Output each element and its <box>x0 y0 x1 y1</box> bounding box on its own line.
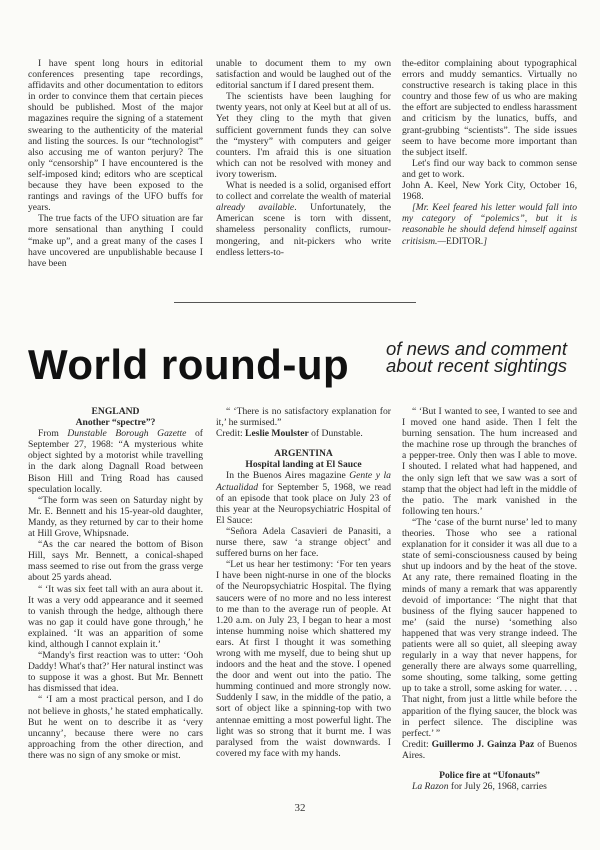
letter-column-2 <box>216 58 391 258</box>
text-run: for July 26, 1968, carries <box>448 781 547 793</box>
credit-label: Credit: <box>402 738 432 750</box>
text-run: . Unfortunately, the American scene is torn with dissent, shameless personality conflicts, rumour-mongering, and nit-pickers who write endless letters-to- <box>216 202 391 258</box>
story-paragraph: “ ‘It was six feet tall with an aura about it. It was a very odd appearance and it seemed to vanish through the hedge, although there was no gap it could have gone through,’ he explained. ‘It was an apparition of some kind, although I cannot explain it.’ <box>28 583 203 650</box>
story-paragraph <box>216 470 391 525</box>
text-run: of Buenos Aires. <box>402 738 577 761</box>
text-run: From <box>38 428 68 440</box>
editor-note-close: .] <box>480 235 488 247</box>
section-divider <box>174 302 416 303</box>
text-run: of Dunstable. <box>308 428 363 440</box>
letter-signature: John A. Keel, New York City, October 16, 1968. <box>402 180 577 203</box>
subtitle-line: of news and comment <box>386 338 567 359</box>
country-heading: ARGENTINA <box>274 448 333 460</box>
story-paragraph: “Señora Adela Casavieri de Panasiti, a nurse there, saw ‘a strange object’ and suffered burns on her face. <box>216 525 391 560</box>
page-number: 32 <box>294 802 306 814</box>
credit-name: Leslie Moulster <box>245 428 309 440</box>
story-title: Hospital landing at El Sauce <box>245 459 362 471</box>
story-paragraph: “ ‘I am a most practical person, and I do not believe in ghosts,’ he stated emphatically. But he went on to describe it as ‘very uncanny’, because there were no cars approaching from the other direction, and there was no sign of any smoke or mist. <box>28 694 203 761</box>
emphasis-text: already available <box>216 202 295 214</box>
roundup-column-1 <box>28 406 203 761</box>
story-credit <box>216 428 391 439</box>
text-run: for September 5, 1968, we read of an episode that took place on July 23 of this year at the Neuropsychiatric Hospital of El Sauce: <box>216 481 391 526</box>
credit-name: Guillermo J. Gainza Paz <box>431 738 535 750</box>
story-paragraph: “The ‘case of the burnt nurse’ led to many theories. Those who see a rational explanation for it consider it was all due to a state of semi-consciousness caused by being shut up indoors and by the heat of the stove. At any rate, there remained floating in the minds of many a remark that was apparently devoid of importance: ‘The night that that business of the flying saucer happened to me’ (said the nurse) ‘something also happened that was very strange indeed. The patients were all so quiet, all sleeping away regularly in a way that never happens, for generally there are always some quarrelling, some shouting, some talking, some getting up to take a stroll, some asking for water. . . . That night, from just a little while before the apparition of the flying saucer, the block was in perfect silence. The discipline was perfect.’ ” <box>402 516 577 739</box>
section-title: World round-up <box>28 341 350 388</box>
letter-paragraph: I have spent long hours in editorial conferences presenting tape recordings, affidavits and other documentation to editors in order to convince them that certain pieces should be published. Most of the major magazines require the signing of a statement swearing to the authenticity of the material and listing the sources. Is our “technologist” also accusing me of wanton perjury? The only “censorship” I have encountered is the self-imposed kind; editors who are sceptical because they have been exposed to the rantings and ravings of the UFO buffs for years. <box>28 58 203 214</box>
story-title: Police fire at “Ufonauts” <box>439 770 540 781</box>
story-credit <box>402 739 577 761</box>
editor-note-text: [Mr. Keel feared his letter would fall into my category of “polemics”, but it is reasonable he should defend himself against critisism.— <box>402 202 577 247</box>
credit-label: Credit: <box>216 428 246 440</box>
source-publication: Gente y la Actualidad <box>216 470 391 493</box>
letter-paragraph: The true facts of the UFO situation are far more sensational than anything I could “make up”, and a great many of the cases I have uncovered are unpublishable because I have been <box>28 213 203 269</box>
story-paragraph: “ ‘But I wanted to see, I wanted to see and I moved one hand aside. Then I felt the burning sensation. The hum increased and the machine rose up through the branches of a pepper-tree. Only then was I able to move. I shouted. I related what had happened, and the only sign left that we saw was a sort of stamp that the object had left in the middle of the patio. The mark vanished in the following ten hours.’ <box>402 406 577 517</box>
story-paragraph: “Let us hear her testimony: ‘For ten years I have been night-nurse in one of the blocks of the Neuropsychiatric Hospital. The flying saucers were of no more and no less interest to me than to the average run of people. At 1.20 a.m. on July 23, I began to hear a most intense humming noise which shattered my ears. At first I thought it was something wrong with me myself, due to being shut up indoors and the heat and the stove. I opened the door and went out into the patio. The humming continued and more strongly now. Suddenly I saw, in the middle of the patio, a sort of object like a spinning-top with two antennae emitting a most powerful light. The light was so strong that it burnt me. I was paralysed from the waist downwards. I covered my face with my hands. <box>216 559 391 759</box>
story-paragraph <box>28 428 203 495</box>
roundup-column-2 <box>216 406 391 759</box>
roundup-column-3 <box>402 406 577 792</box>
text-run: What is needed is a solid, organised effort to collect and correlate the wealth of material <box>216 180 391 203</box>
letter-column-1 <box>28 58 203 269</box>
letter-paragraph: the-editor complaining about typographical errors and muddy semantics. Virtually no constructive research is taking place in this country and those few of us who are making the effort are subjected to endless harassment and criticism by the lunatics, buffs, and grant-grubbing “scientists”. The side issues seem to have become more important than the subject itself. <box>402 58 577 158</box>
story-paragraph <box>402 781 577 792</box>
letter-column-3 <box>402 58 577 247</box>
story-title: Another “spectre”? <box>75 417 156 429</box>
text-run: of September 27, 1968: “A mysterious white object sighted by a motorist while travelling in the dark along Dagnall Road between Bison Hill and Tring Road has caused speculation locally. <box>28 428 204 495</box>
source-publication: Dunstable Borough Gazette <box>67 428 187 440</box>
country-heading: ENGLAND <box>91 406 140 417</box>
editor-label: EDITOR <box>445 235 481 247</box>
letter-paragraph: The scientists have been laughing for twenty years, not only at Keel but at all of us. Yet they cling to the myth that given sufficient government funds they can solve the “mystery” with computers and geiger counters. I'm afraid this is one situation which can not be resolved with money and ivory towerism. <box>216 91 391 180</box>
spacer <box>216 439 391 448</box>
text-run: In the Buenos Aires magazine <box>226 470 350 482</box>
letter-paragraph: Let's find our way back to common sense and get to work. <box>402 157 577 180</box>
letter-paragraph <box>216 180 391 258</box>
section-subtitle <box>386 340 567 374</box>
subtitle-line: about recent sightings <box>386 355 568 376</box>
spacer <box>402 761 577 770</box>
story-paragraph: “ ‘There is no satisfactory explanation for it,’ he surmised.” <box>216 406 391 429</box>
story-paragraph: “As the car neared the bottom of Bison Hill, says Mr. Bennett, a conical-shaped mass seemed to rise out from the grass verge about 25 yards ahead. <box>28 539 203 584</box>
story-paragraph: “The form was seen on Saturday night by Mr. E. Bennett and his 15-year-old daughter, Mandy, as they returned by car to their home at Hill Grove, Whipsnade. <box>28 494 203 540</box>
editor-note <box>402 202 577 246</box>
letter-paragraph: unable to document them to my own satisfaction and would be laughed out of the editorial sanctum if I dared present them. <box>216 58 391 92</box>
source-publication: La Razon <box>412 781 449 793</box>
story-paragraph: “Mandy's first reaction was to utter: ‘Ooh Daddy! What's that?’ Her natural instinct was to suppose it was a ghost. But Mr. Bennett has dismissed that idea. <box>28 650 203 695</box>
